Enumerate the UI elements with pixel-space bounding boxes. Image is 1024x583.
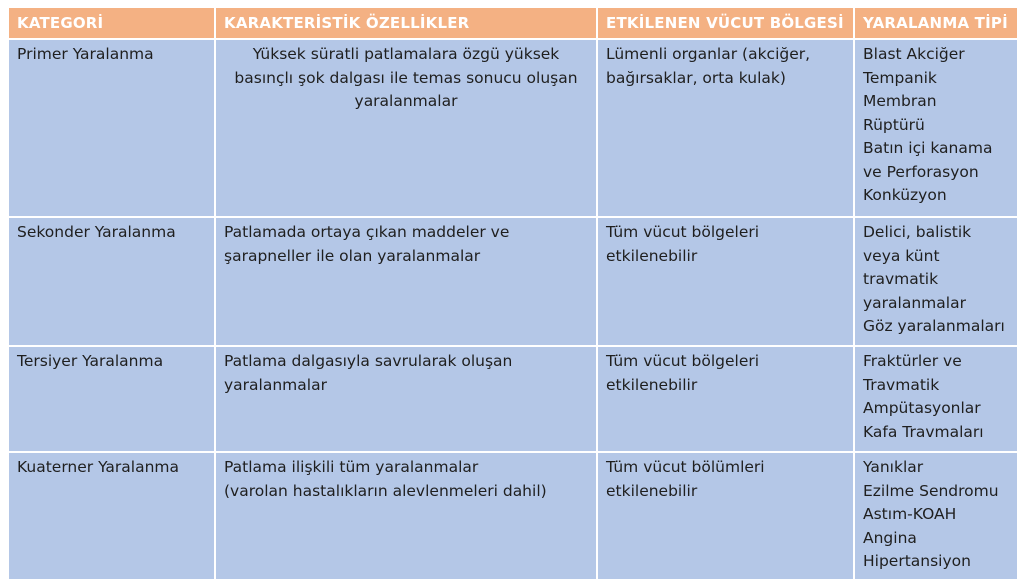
injury-type-cell [855,40,1017,216]
table-row [9,40,1017,216]
cell-line: Rüptürü [863,115,925,134]
region-cell [598,218,853,345]
header-characteristics: KARAKTERİSTİK ÖZELLİKLER [216,8,596,38]
region-cell [598,40,853,216]
cell-line: Blast Akciğer [863,45,965,63]
cell-line: Delici, balistik [863,223,972,241]
cell-line: veya künt [863,246,940,265]
category-cell: Kuaterner Yaralanma [9,453,214,579]
cell-line: bağırsaklar, orta kulak) [606,68,786,87]
cell-line: etkilenebilir [606,375,698,394]
cell-line: Tüm vücut bölümleri [606,458,765,476]
characteristics-cell [216,218,596,345]
cell-line: Kafa Travmaları [863,422,984,441]
cell-line: Travmatik [863,375,940,394]
injury-type-cell [855,218,1017,345]
header-affected-region: ETKİLENEN VÜCUT BÖLGESİ [598,8,853,38]
cell-line: Lümenli organlar (akciğer, [606,45,811,63]
cell-line: Batın içi kanama [863,139,993,157]
header-row [9,8,1017,38]
cell-line: Ampütasyonlar [863,399,981,417]
characteristics-cell [216,347,596,451]
cell-line: Membran [863,92,937,110]
cell-line: yaralanmalar [863,293,966,312]
cell-line: Angina [863,528,917,547]
region-cell [598,453,853,579]
characteristics-cell [216,40,596,216]
category-cell: Primer Yaralanma [9,40,214,216]
cell-line: Göz yaralanmaları [863,317,1005,335]
injury-type-cell [855,347,1017,451]
category-cell: Tersiyer Yaralanma [9,347,214,451]
cell-line: travmatik [863,270,939,288]
region-cell [598,347,853,451]
cell-line: etkilenebilir [606,246,698,265]
header-injury-type: YARALANMA TİPİ [855,8,1017,38]
cell-line: şarapneller ile olan yaralanmalar [224,246,481,265]
cell-line: Tüm vücut bölgeleri [606,352,760,370]
cell-line: Patlama dalgasıyla savrularak oluşan [224,352,513,370]
cell-line: Tüm vücut bölgeleri [606,223,760,241]
cell-line: Patlama ilişkili tüm yaralanmalar [224,458,479,476]
cell-line: Yüksek süratli patlamalara özgü yüksek [252,45,560,63]
cell-line: Fraktürler ve [863,352,962,370]
table-row [9,218,1017,345]
cell-line: (varolan hastalıkların alevlenmeleri dahil) [224,481,547,500]
cell-line: Astım-KOAH [863,505,957,523]
header-category: KATEGORİ [9,8,214,38]
cell-line: etkilenebilir [606,481,698,500]
cell-line: Konküzyon [863,186,947,204]
cell-line: Hipertansiyon [863,552,971,570]
cell-line: Tempanik [863,68,937,87]
table-row [9,453,1017,579]
cell-line: yaralanmalar [224,375,327,394]
cell-line: ve Perforasyon [863,162,979,181]
characteristics-cell [216,453,596,579]
cell-line: basınçlı şok dalgası ile temas sonucu oluşan [234,68,578,87]
table-row [9,347,1017,451]
cell-line: Patlamada ortaya çıkan maddeler ve [224,223,510,241]
cell-line: yaralanmalar [354,92,458,110]
cell-line: Yanıklar [863,458,924,476]
blast-injury-table [7,6,1019,581]
category-cell: Sekonder Yaralanma [9,218,214,345]
injury-type-cell [855,453,1017,579]
cell-line: Ezilme Sendromu [863,481,999,500]
